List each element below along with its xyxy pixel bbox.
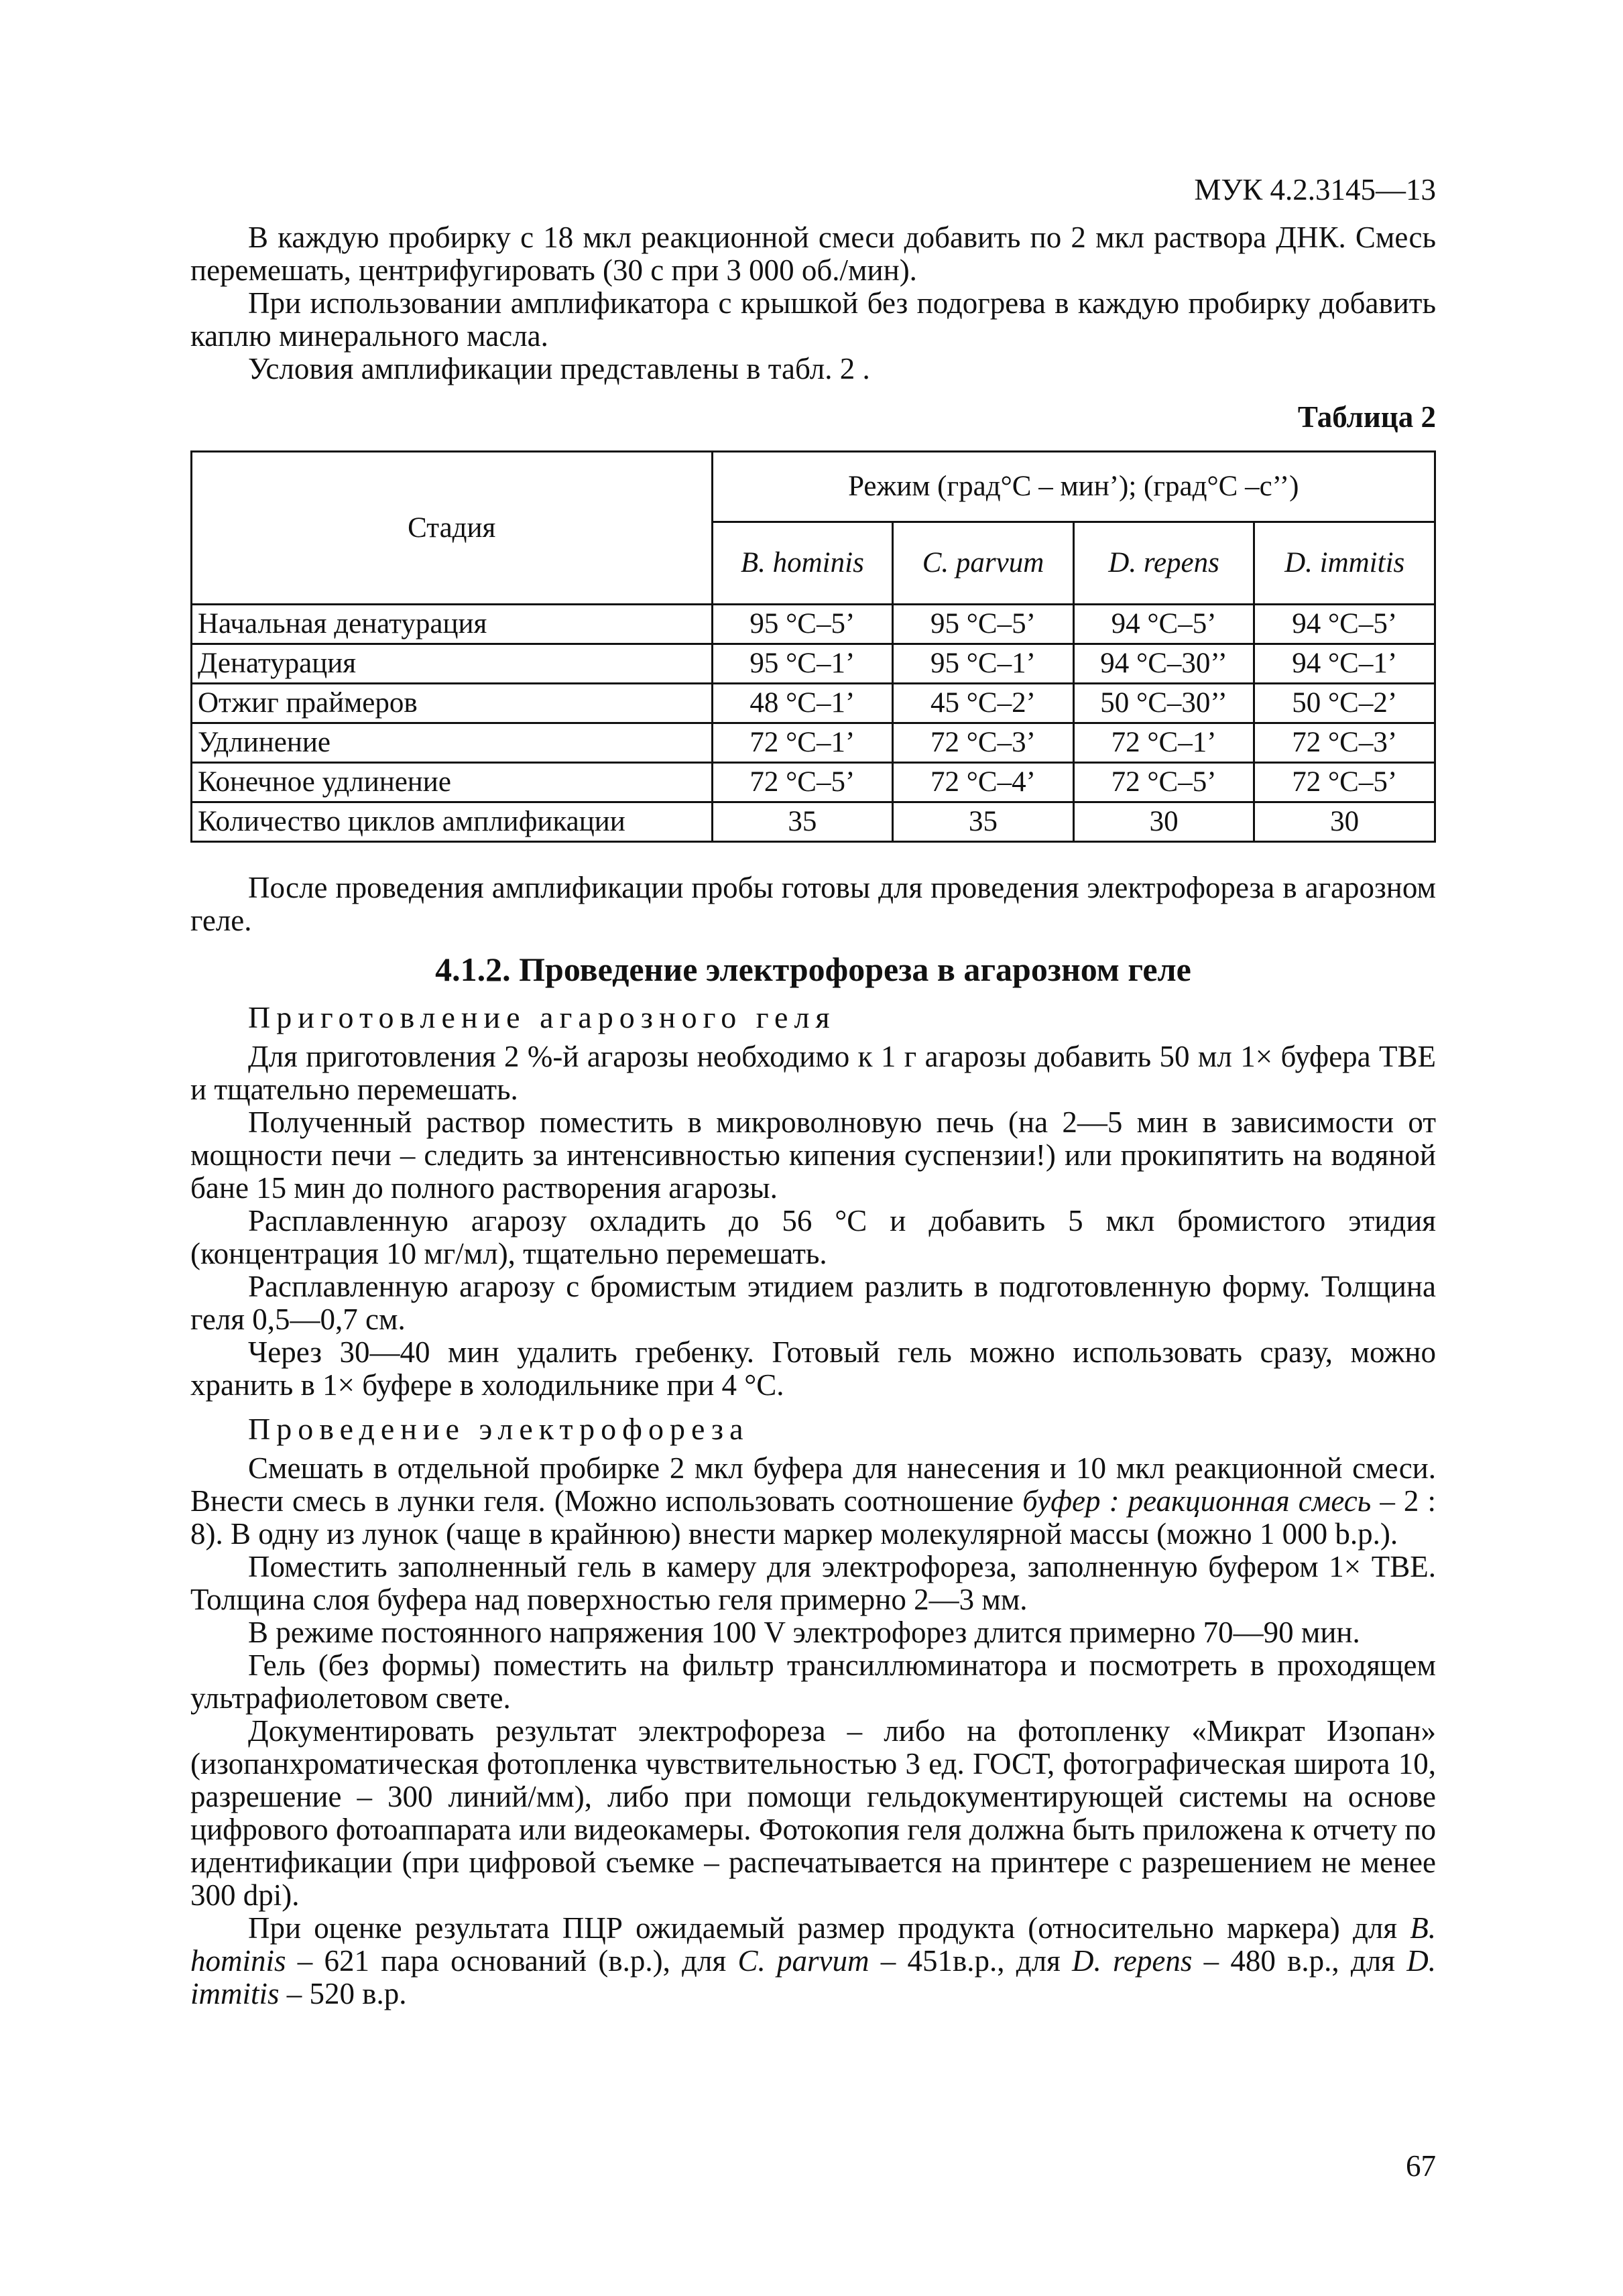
electrophoresis-paragraph — [190, 1912, 1436, 2010]
value-cell: 72 °С–3’ — [1254, 723, 1435, 763]
table-row — [192, 723, 1435, 763]
species-header: D. repens — [1073, 522, 1254, 605]
gel-paragraph: Расплавленную агарозу с бромистым этидием разлить в подготовленную форму. Толщина геля 0,5—0,7 см. — [190, 1270, 1436, 1336]
electrophoresis-paragraph: Поместить заполненный гель в камеру для электрофореза, заполненную буфером 1× ТВЕ. Толщина слоя буфера над поверхностью геля примерно 2—3 мм. — [190, 1550, 1436, 1616]
species-name: D. repens — [1072, 1944, 1193, 1978]
value-cell: 72 °С–1’ — [712, 723, 893, 763]
value-cell: 72 °С–5’ — [1254, 763, 1435, 802]
intro-paragraph: Условия амплификации представлены в табл. 2 . — [248, 352, 870, 385]
stage-cell: Конечное удлинение — [192, 763, 713, 802]
electrophoresis-paragraph: Гель (без формы) поместить на фильтр трансиллюминатора и посмотреть в проходящем ультрафиолетовом свете. — [190, 1648, 1436, 1715]
species-header: C. parvum — [893, 522, 1074, 605]
text-run: Смешать в отдельной пробирке 2 мкл буфера для нанесения и 10 мкл реакционной смеси. Внести смесь в лунки геля. (Можно использовать соотношение — [190, 1451, 1436, 1518]
value-cell: 50 °С–30’’ — [1073, 684, 1254, 723]
table-row — [192, 684, 1435, 723]
amplification-table — [190, 450, 1436, 843]
stage-cell: Начальная денатурация — [192, 605, 713, 644]
value-cell: 94 °С–30’’ — [1073, 644, 1254, 684]
document-page — [190, 0, 1436, 2296]
subsection-title-gel: Приготовление агарозного геля — [248, 1000, 836, 1034]
after-table-paragraph: После проведения амплификации пробы готовы для проведения электрофореза в агарозном геле. — [190, 871, 1436, 937]
stage-cell: Отжиг праймеров — [192, 684, 713, 723]
gel-paragraph: Полученный раствор поместить в микроволновую печь (на 2—5 мин в зависимости от мощности печи – следить за интенсивностью кипения суспензии!) или прокипятить на водяной бане 15 мин до полного растворения агарозы. — [190, 1105, 1436, 1205]
section-title: 4.1.2. Проведение электрофореза в агарозном геле — [435, 951, 1191, 988]
gel-text — [190, 1040, 1436, 1402]
value-cell: 94 °С–5’ — [1254, 605, 1435, 644]
value-cell: 95 °С–1’ — [712, 644, 893, 684]
value-cell: 94 °С–5’ — [1073, 605, 1254, 644]
page-number: 67 — [1406, 2149, 1436, 2183]
value-cell: 45 °С–2’ — [893, 684, 1074, 723]
value-cell: 72 °С–5’ — [1073, 763, 1254, 802]
table-caption: Таблица 2 — [1297, 400, 1436, 434]
stage-cell: Количество циклов амплификации — [192, 802, 713, 842]
electrophoresis-paragraph: Документировать результат электрофореза – либо на фотопленку «Микрат Изопан» (изопанхроматическая фотопленка чувствительностью 3 ед. ГОСТ, фотографическая широта 10, разрешение – 300 линий/мм), либо при помощи гельдокументирующей системы на основе цифрового фотоаппарата или видеокамеры. Фотокопия геля должна быть приложена к отчету по идентификации (при цифровой съемке – распечатывается на принтере с разрешением не менее 300 dpi). — [190, 1714, 1436, 1912]
text-run: – 451в.р., для — [869, 1944, 1073, 1978]
value-cell: 35 — [893, 802, 1074, 842]
after-table-text — [190, 871, 1436, 937]
text-run: – 520 в.р. — [279, 1977, 407, 2010]
value-cell: 95 °С–1’ — [893, 644, 1074, 684]
value-cell: 72 °С–4’ — [893, 763, 1074, 802]
electrophoresis-text — [190, 1452, 1436, 2010]
value-cell: 95 °С–5’ — [712, 605, 893, 644]
gel-paragraph: Через 30—40 мин удалить гребенку. Готовый гель можно использовать сразу, можно хранить в 1× буфере в холодильнике при 4 °С. — [190, 1335, 1436, 1402]
value-cell: 35 — [712, 802, 893, 842]
intro-paragraph: При использовании амплификатора с крышкой без подогрева в каждую пробирку добавить каплю минерального масла. — [190, 286, 1436, 353]
gel-paragraph: Расплавленную агарозу охладить до 56 °С и добавить 5 мкл бромистого этидия (концентрация 10 мг/мл), тщательно перемешать. — [190, 1204, 1436, 1270]
intro-paragraph: В каждую пробирку с 18 мкл реакционной смеси добавить по 2 мкл раствора ДНК. Смесь перемешать, центрифугировать (30 с при 3 000 об./мин). — [190, 221, 1436, 287]
table-row — [192, 605, 1435, 644]
value-cell: 72 °С–3’ — [893, 723, 1074, 763]
document-code: МУК 4.2.3145—13 — [1194, 173, 1436, 206]
subsection-title-electrophoresis: Проведение электрофореза — [248, 1412, 749, 1446]
value-cell: 30 — [1073, 802, 1254, 842]
species-header: B. hominis — [712, 522, 893, 605]
stage-cell: Удлинение — [192, 723, 713, 763]
value-cell: 72 °С–1’ — [1073, 723, 1254, 763]
intro-text — [190, 221, 1436, 385]
value-cell: 50 °С–2’ — [1254, 684, 1435, 723]
value-cell: 48 °С–1’ — [712, 684, 893, 723]
electrophoresis-paragraph — [190, 1452, 1436, 1551]
species-header: D. immitis — [1254, 522, 1435, 605]
gel-paragraph: Для приготовления 2 %-й агарозы необходимо к 1 г агарозы добавить 50 мл 1× буфера ТВЕ и тщательно перемешать. — [190, 1040, 1436, 1106]
text-run: – 480 в.р., для — [1192, 1944, 1407, 1978]
table-row — [192, 644, 1435, 684]
value-cell: 72 °С–5’ — [712, 763, 893, 802]
text-run: При оценке результата ПЦР ожидаемый размер продукта (относительно маркера) для — [248, 1911, 1410, 1945]
italic-run: буфер : реакционная смесь — [1022, 1484, 1372, 1518]
species-name: C. parvum — [737, 1944, 869, 1978]
species-name: D. immitis — [190, 1944, 1436, 2010]
electrophoresis-paragraph: В режиме постоянного напряжения 100 V электрофорез длится примерно 70—90 мин. — [248, 1616, 1360, 1649]
stage-cell: Денатурация — [192, 644, 713, 684]
value-cell: 95 °С–5’ — [893, 605, 1074, 644]
stage-header: Стадия — [192, 452, 713, 605]
table-row — [192, 763, 1435, 802]
mode-header: Режим (град°С – мин’); (град°С –с’’) — [712, 452, 1435, 522]
table-row — [192, 802, 1435, 842]
table-header-row — [192, 452, 1435, 522]
text-run: – 2 : 8). В одну из лунок (чаще в крайнюю) внести маркер молекулярной массы (можно 1 000 b.p.). — [190, 1484, 1436, 1551]
text-run: – 621 пара оснований (в.р.), для — [286, 1944, 738, 1978]
value-cell: 30 — [1254, 802, 1435, 842]
value-cell: 94 °С–1’ — [1254, 644, 1435, 684]
species-name: B. hominis — [190, 1911, 1436, 1978]
